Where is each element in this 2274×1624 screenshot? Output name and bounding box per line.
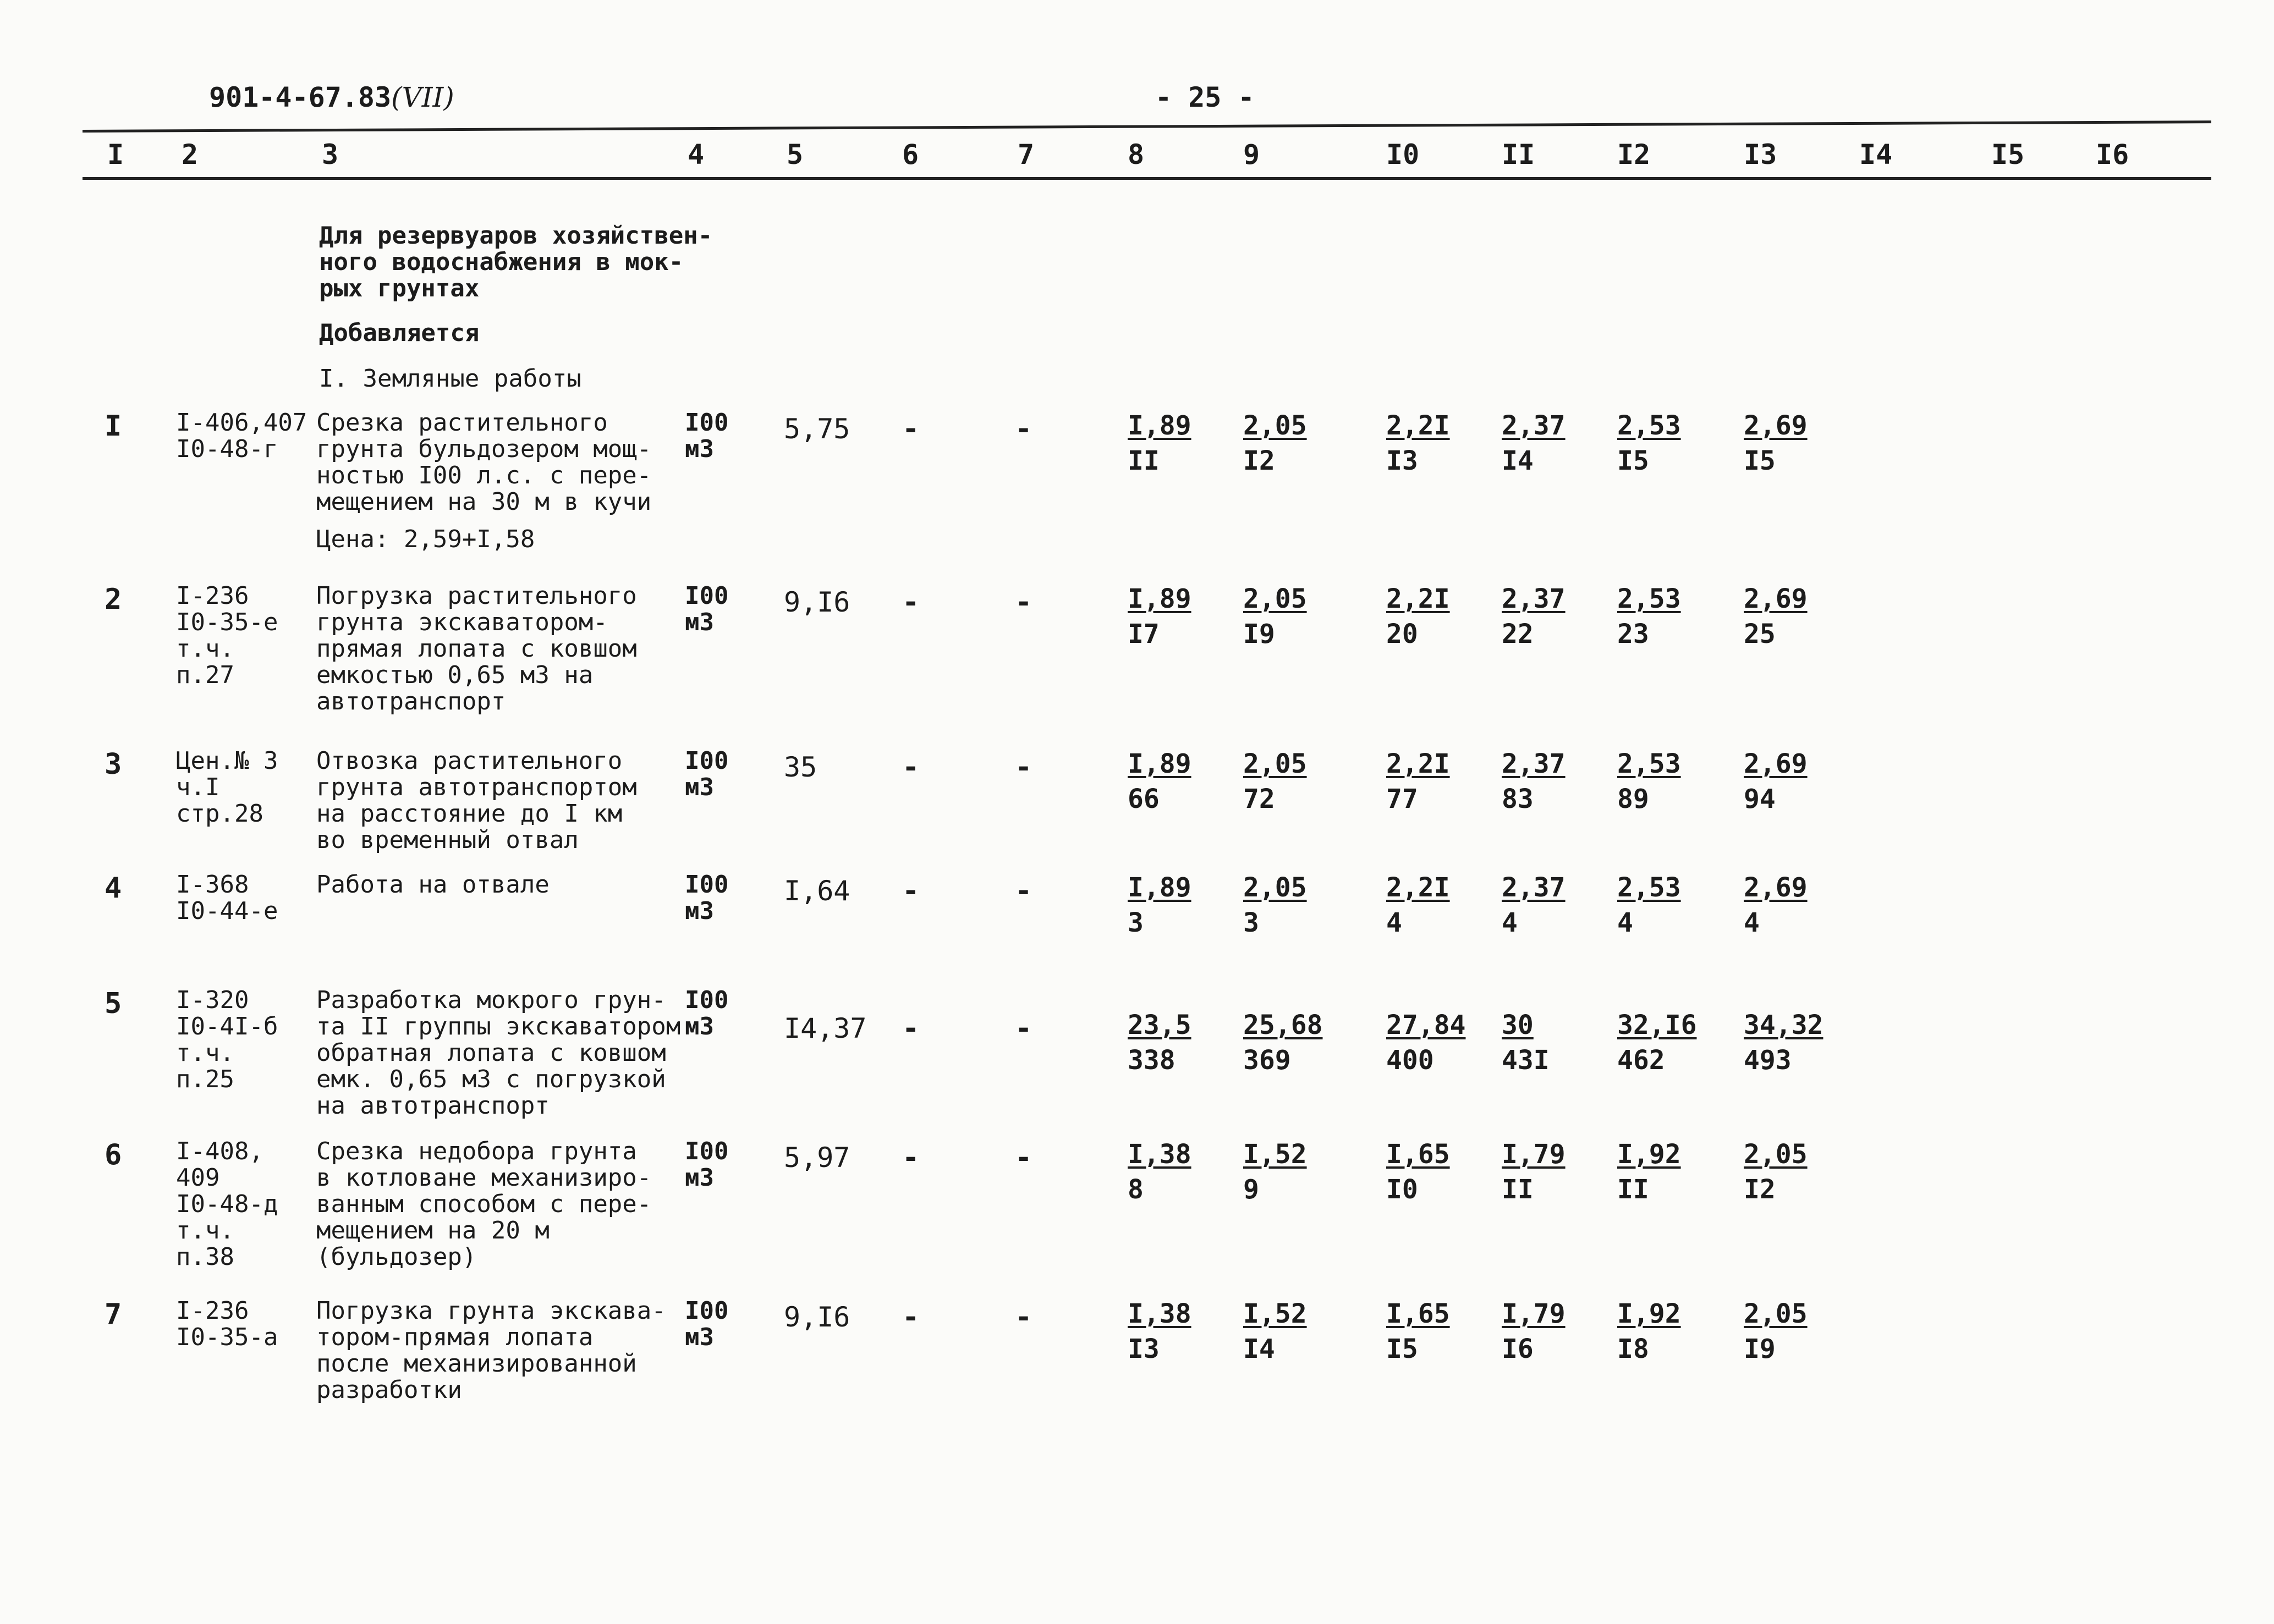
coefficient-fraction xyxy=(1386,746,1450,817)
coefficient-value: 34,32 xyxy=(1744,1010,1823,1041)
coefficient-value: 2,05 xyxy=(1744,1139,1808,1170)
coefficient-fraction xyxy=(1617,581,1681,652)
coefficient-value: 2,53 xyxy=(1617,583,1681,614)
work-description-line: мещением на 30 м в кучи xyxy=(316,488,652,516)
coefficient-result: I7 xyxy=(1128,619,1160,649)
column-6-value: - xyxy=(902,1012,920,1045)
coefficient-value: 23,5 xyxy=(1128,1010,1191,1041)
section-subheading: I. Земляные работы xyxy=(319,365,581,393)
coefficient-result: 23 xyxy=(1617,619,1649,649)
work-description-line: грунта бульдозером мощ- xyxy=(316,435,652,463)
coefficient-result: 89 xyxy=(1617,784,1649,814)
unit-line: м3 xyxy=(685,897,714,925)
row-number: 3 xyxy=(105,748,122,781)
coefficient-value: I,52 xyxy=(1243,1298,1307,1329)
coefficient-value: 27,84 xyxy=(1386,1010,1466,1041)
coefficient-value: 2,69 xyxy=(1744,748,1808,779)
work-description-line: грунта автотранспортом xyxy=(316,773,637,801)
row-number: 7 xyxy=(105,1298,122,1331)
coefficient-fraction xyxy=(1744,408,1808,478)
coefficient-result: I6 xyxy=(1502,1334,1534,1364)
section-heading-line: рых грунтах xyxy=(319,274,480,302)
coefficient-fraction xyxy=(1502,746,1566,817)
work-description-line: Разработка мокрого грун- xyxy=(316,986,666,1014)
coefficient-value: 2,53 xyxy=(1617,872,1681,903)
coefficient-value: 2,05 xyxy=(1243,872,1307,903)
coefficient-fraction xyxy=(1386,581,1450,652)
column-number: I6 xyxy=(2096,139,2129,170)
rate-code-line: I-408, xyxy=(176,1137,263,1165)
coefficient-value: I,89 xyxy=(1128,748,1191,779)
coefficient-fraction xyxy=(1243,1008,1323,1078)
coefficient-value: 2,37 xyxy=(1502,583,1566,614)
row-number: I xyxy=(105,410,122,443)
rate-code-line: I0-48-г xyxy=(176,435,278,463)
coefficient-fraction xyxy=(1243,1296,1307,1367)
coefficient-value: 2,69 xyxy=(1744,872,1808,903)
coefficient-result: 9 xyxy=(1243,1174,1259,1205)
column-number: 9 xyxy=(1243,139,1260,170)
rate-code xyxy=(176,410,307,463)
rate-code-line: I-406,407 xyxy=(176,409,307,437)
column-number: 7 xyxy=(1018,139,1035,170)
coefficient-value: 2,2I xyxy=(1386,748,1450,779)
coefficient-fraction xyxy=(1502,408,1566,478)
coefficient-value: 2,05 xyxy=(1243,748,1307,779)
column-6-value: - xyxy=(902,751,920,784)
work-description xyxy=(316,1298,666,1403)
header-rule-bottom xyxy=(83,177,2211,180)
coefficient-result: 25 xyxy=(1744,619,1776,649)
coefficient-fraction xyxy=(1386,1137,1450,1207)
rate-code-line: I-368 xyxy=(176,871,249,899)
column-number: 8 xyxy=(1128,139,1145,170)
work-description xyxy=(316,583,637,715)
coefficient-value: I,38 xyxy=(1128,1298,1191,1329)
coefficient-result: 4 xyxy=(1502,907,1518,938)
coefficient-fraction xyxy=(1617,1008,1697,1078)
coefficient-result: 4 xyxy=(1617,907,1633,938)
column-number: 6 xyxy=(902,139,919,170)
coefficient-result: 493 xyxy=(1744,1045,1792,1076)
unit-line: I00 xyxy=(685,1137,729,1165)
coefficient-fraction xyxy=(1617,746,1681,817)
unit xyxy=(685,987,728,1040)
work-description-line: в котловане механизиро- xyxy=(316,1164,652,1192)
coefficient-fraction xyxy=(1243,408,1307,478)
work-description-line: Погрузка растительного xyxy=(316,582,637,610)
coefficient-value: I,65 xyxy=(1386,1298,1450,1329)
coefficient-value: 32,I6 xyxy=(1617,1010,1697,1041)
coefficient-result: I2 xyxy=(1744,1174,1776,1205)
work-description-line: обратная лопата с ковшом xyxy=(316,1039,666,1067)
row-number: 2 xyxy=(105,583,122,616)
coefficient-result: I5 xyxy=(1386,1334,1418,1364)
column-number: I0 xyxy=(1386,139,1420,170)
rate-code-line: I0-35-е xyxy=(176,608,278,636)
coefficient-value: I,89 xyxy=(1128,872,1191,903)
coefficient-fraction xyxy=(1243,1137,1307,1207)
coefficient-value: 2,2I xyxy=(1386,583,1450,614)
column-number: 3 xyxy=(322,139,339,170)
unit xyxy=(685,583,728,636)
coefficient-fraction xyxy=(1617,408,1681,478)
work-description-line: во временный отвал xyxy=(316,826,579,854)
work-description-line: Срезка недобора грунта xyxy=(316,1137,637,1165)
coefficient-value: I,92 xyxy=(1617,1139,1681,1170)
row-number: 4 xyxy=(105,872,122,905)
coefficient-fraction xyxy=(1502,1137,1566,1207)
coefficient-value: 2,37 xyxy=(1502,872,1566,903)
unit-line: I00 xyxy=(685,986,729,1014)
coefficient-fraction xyxy=(1617,1137,1681,1207)
coefficient-result: 8 xyxy=(1128,1174,1144,1205)
coefficient-result: I0 xyxy=(1386,1174,1418,1205)
coefficient-result: 94 xyxy=(1744,784,1776,814)
work-description-line: на автотранспорт xyxy=(316,1092,550,1120)
coefficient-fraction xyxy=(1128,1008,1191,1078)
column-number: 4 xyxy=(688,139,705,170)
work-description-line: Погрузка грунта экскава- xyxy=(316,1297,666,1325)
column-number: I3 xyxy=(1744,139,1777,170)
coefficient-fraction xyxy=(1617,1296,1681,1367)
column-number: I xyxy=(107,139,124,170)
coefficient-fraction xyxy=(1744,746,1808,817)
coefficient-value: I,79 xyxy=(1502,1139,1566,1170)
coefficient-value: I,89 xyxy=(1128,583,1191,614)
rate-code-line: п.25 xyxy=(176,1065,234,1093)
coefficient-result: I3 xyxy=(1386,445,1418,476)
coefficient-result: 72 xyxy=(1243,784,1275,814)
rate-code-line: ч.I xyxy=(176,773,220,801)
unit xyxy=(685,410,728,463)
column-7-value: - xyxy=(1015,1012,1032,1045)
coefficient-fraction xyxy=(1128,1137,1191,1207)
rate-code-line: стр.28 xyxy=(176,800,263,828)
quantity: 5,97 xyxy=(784,1142,850,1174)
header-rule-top xyxy=(83,120,2211,133)
section-heading-line: Для резервуаров хозяйствен- xyxy=(319,222,713,250)
quantity: 5,75 xyxy=(784,413,850,445)
section-added-label: Добавляется xyxy=(319,319,480,347)
rate-code xyxy=(176,1138,278,1270)
doc-code-text: 901-4-67.83 xyxy=(209,81,392,113)
coefficient-fraction xyxy=(1386,870,1450,940)
column-7-value: - xyxy=(1015,1301,1032,1334)
unit-line: м3 xyxy=(685,1164,714,1192)
unit-line: м3 xyxy=(685,1323,714,1351)
coefficient-value: I,89 xyxy=(1128,410,1191,441)
unit xyxy=(685,1298,728,1351)
coefficient-fraction xyxy=(1502,1008,1550,1078)
unit xyxy=(685,1138,728,1191)
column-7-value: - xyxy=(1015,412,1032,445)
coefficient-fraction xyxy=(1128,1296,1191,1367)
rate-code-line: п.27 xyxy=(176,661,234,689)
rate-code-line: I-320 xyxy=(176,986,249,1014)
coefficient-result: I4 xyxy=(1243,1334,1275,1364)
coefficient-value: I,38 xyxy=(1128,1139,1191,1170)
rate-code xyxy=(176,1298,278,1351)
work-description-line: емк. 0,65 м3 с погрузкой xyxy=(316,1065,666,1093)
work-description xyxy=(316,1138,651,1270)
column-number: 5 xyxy=(787,139,804,170)
column-number: 2 xyxy=(182,139,199,170)
coefficient-fraction xyxy=(1128,581,1191,652)
column-6-value: - xyxy=(902,586,920,619)
coefficient-fraction xyxy=(1386,1296,1450,1367)
column-number: I5 xyxy=(1991,139,2025,170)
rate-code-line: I0-35-а xyxy=(176,1323,278,1351)
coefficient-result: 4 xyxy=(1744,907,1760,938)
coefficient-value: I,52 xyxy=(1243,1139,1307,1170)
coefficient-value: I,65 xyxy=(1386,1139,1450,1170)
work-description-line: тором-прямая лопата xyxy=(316,1323,594,1351)
coefficient-result: 338 xyxy=(1128,1045,1176,1076)
column-number: I4 xyxy=(1859,139,1893,170)
rate-code-line: т.ч. xyxy=(176,1216,234,1245)
coefficient-result: 3 xyxy=(1128,907,1144,938)
coefficient-value: 2,53 xyxy=(1617,748,1681,779)
coefficient-result: I9 xyxy=(1744,1334,1776,1364)
rate-code-line: I0-4I-б xyxy=(176,1012,278,1041)
unit xyxy=(685,748,728,801)
row-number: 6 xyxy=(105,1138,122,1171)
rate-code-line: I0-48-д xyxy=(176,1190,278,1218)
rate-code-line: т.ч. xyxy=(176,635,234,663)
coefficient-result: 4 xyxy=(1386,907,1402,938)
rate-code-line: I0-44-е xyxy=(176,897,278,925)
coefficient-result: II xyxy=(1502,1174,1534,1205)
coefficient-result: I5 xyxy=(1744,445,1776,476)
coefficient-fraction xyxy=(1617,870,1681,940)
rate-code xyxy=(176,583,278,689)
coefficient-result: II xyxy=(1617,1174,1649,1205)
coefficient-value: 2,05 xyxy=(1243,583,1307,614)
rate-code xyxy=(176,987,278,1093)
work-description-line: та II группы экскаватором xyxy=(316,1012,681,1041)
column-6-value: - xyxy=(902,1301,920,1334)
coefficient-fraction xyxy=(1386,1008,1466,1078)
rate-code xyxy=(176,872,278,924)
coefficient-result: I9 xyxy=(1243,619,1275,649)
work-description xyxy=(316,410,651,515)
coefficient-result: II xyxy=(1128,445,1160,476)
document-code xyxy=(209,81,454,113)
work-description xyxy=(316,748,637,854)
coefficient-result: 20 xyxy=(1386,619,1418,649)
section-heading xyxy=(319,223,712,302)
coefficient-fraction xyxy=(1502,581,1566,652)
work-description-line: ностью I00 л.с. с пере- xyxy=(316,461,652,489)
coefficient-fraction xyxy=(1128,408,1191,478)
coefficient-value: 2,05 xyxy=(1744,1298,1808,1329)
coefficient-fraction xyxy=(1744,581,1808,652)
coefficient-fraction xyxy=(1744,870,1808,940)
coefficient-fraction xyxy=(1386,408,1450,478)
coefficient-result: I2 xyxy=(1243,445,1275,476)
coefficient-result: 77 xyxy=(1386,784,1418,814)
section-heading-line: ного водоснабжения в мок- xyxy=(319,248,684,276)
rate-code-line: I-236 xyxy=(176,582,249,610)
coefficient-result: 400 xyxy=(1386,1045,1434,1076)
coefficient-result: 43I xyxy=(1502,1045,1550,1076)
column-7-value: - xyxy=(1015,874,1032,907)
coefficient-value: 30 xyxy=(1502,1010,1534,1041)
coefficient-result: I4 xyxy=(1502,445,1534,476)
price-note: Цена: 2,59+I,58 xyxy=(316,525,535,553)
coefficient-fraction xyxy=(1744,1137,1808,1207)
rate-code xyxy=(176,748,278,827)
coefficient-result: 83 xyxy=(1502,784,1534,814)
rate-code-line: 409 xyxy=(176,1164,220,1192)
coefficient-fraction xyxy=(1243,870,1307,940)
coefficient-fraction xyxy=(1243,581,1307,652)
rate-code-line: т.ч. xyxy=(176,1039,234,1067)
column-number: II xyxy=(1502,139,1535,170)
quantity: 9,I6 xyxy=(784,1301,850,1333)
unit-line: м3 xyxy=(685,435,714,463)
quantity: 35 xyxy=(784,751,817,783)
coefficient-fraction xyxy=(1502,870,1566,940)
work-description-line: грунта экскаватором- xyxy=(316,608,608,636)
work-description-line: на расстояние до I км xyxy=(316,800,623,828)
unit-line: I00 xyxy=(685,582,729,610)
work-description-line: после механизированной xyxy=(316,1350,637,1378)
coefficient-value: 2,69 xyxy=(1744,583,1808,614)
coefficient-fraction xyxy=(1502,1296,1566,1367)
work-description-line: мещением на 20 м xyxy=(316,1216,550,1245)
coefficient-result: 462 xyxy=(1617,1045,1665,1076)
work-description xyxy=(316,872,550,898)
doc-code-handwritten: (VII) xyxy=(391,81,454,113)
column-6-value: - xyxy=(902,1141,920,1174)
column-7-value: - xyxy=(1015,586,1032,619)
coefficient-value: I,79 xyxy=(1502,1298,1566,1329)
coefficient-value: 2,69 xyxy=(1744,410,1808,441)
unit-line: I00 xyxy=(685,747,729,775)
coefficient-value: 2,37 xyxy=(1502,410,1566,441)
work-description-line: ванным способом с пере- xyxy=(316,1190,652,1218)
coefficient-value: 2,2I xyxy=(1386,410,1450,441)
column-6-value: - xyxy=(902,874,920,907)
unit-line: I00 xyxy=(685,1297,729,1325)
work-description-line: Отвозка растительного xyxy=(316,747,623,775)
quantity: I,64 xyxy=(784,875,850,907)
coefficient-value: I,92 xyxy=(1617,1298,1681,1329)
work-description-line: прямая лопата с ковшом xyxy=(316,635,637,663)
work-description-line: разработки xyxy=(316,1376,462,1404)
coefficient-value: 25,68 xyxy=(1243,1010,1323,1041)
coefficient-value: 2,37 xyxy=(1502,748,1566,779)
coefficient-result: I5 xyxy=(1617,445,1649,476)
quantity: 9,I6 xyxy=(784,586,850,618)
coefficient-result: 66 xyxy=(1128,784,1160,814)
work-description-line: автотранспорт xyxy=(316,687,506,715)
coefficient-result: I8 xyxy=(1617,1334,1649,1364)
coefficient-fraction xyxy=(1128,870,1191,940)
coefficient-fraction xyxy=(1128,746,1191,817)
work-description-line: емкостью 0,65 м3 на xyxy=(316,661,594,689)
quantity: I4,37 xyxy=(784,1012,867,1044)
work-description-line: (бульдозер) xyxy=(316,1243,477,1271)
coefficient-result: I3 xyxy=(1128,1334,1160,1364)
unit-line: I00 xyxy=(685,409,729,437)
coefficient-result: 369 xyxy=(1243,1045,1291,1076)
work-description-line: Работа на отвале xyxy=(316,871,550,899)
rate-code-line: Цен.№ 3 xyxy=(176,747,278,775)
unit-line: м3 xyxy=(685,773,714,801)
rate-code-line: п.38 xyxy=(176,1243,234,1271)
column-6-value: - xyxy=(902,412,920,445)
unit-line: I00 xyxy=(685,871,729,899)
column-7-value: - xyxy=(1015,751,1032,784)
coefficient-value: 2,05 xyxy=(1243,410,1307,441)
unit-line: м3 xyxy=(685,608,714,636)
rate-code-line: I-236 xyxy=(176,1297,249,1325)
coefficient-value: 2,53 xyxy=(1617,410,1681,441)
coefficient-result: 22 xyxy=(1502,619,1534,649)
row-number: 5 xyxy=(105,987,122,1020)
coefficient-fraction xyxy=(1243,746,1307,817)
work-description-line: Срезка растительного xyxy=(316,409,608,437)
coefficient-fraction xyxy=(1744,1008,1823,1078)
unit-line: м3 xyxy=(685,1012,714,1041)
column-7-value: - xyxy=(1015,1141,1032,1174)
work-description xyxy=(316,987,680,1119)
column-number: I2 xyxy=(1617,139,1651,170)
coefficient-value: 2,2I xyxy=(1386,872,1450,903)
unit xyxy=(685,872,728,924)
coefficient-fraction xyxy=(1744,1296,1808,1367)
coefficient-result: 3 xyxy=(1243,907,1259,938)
page-number: - 25 - xyxy=(1155,81,1255,113)
